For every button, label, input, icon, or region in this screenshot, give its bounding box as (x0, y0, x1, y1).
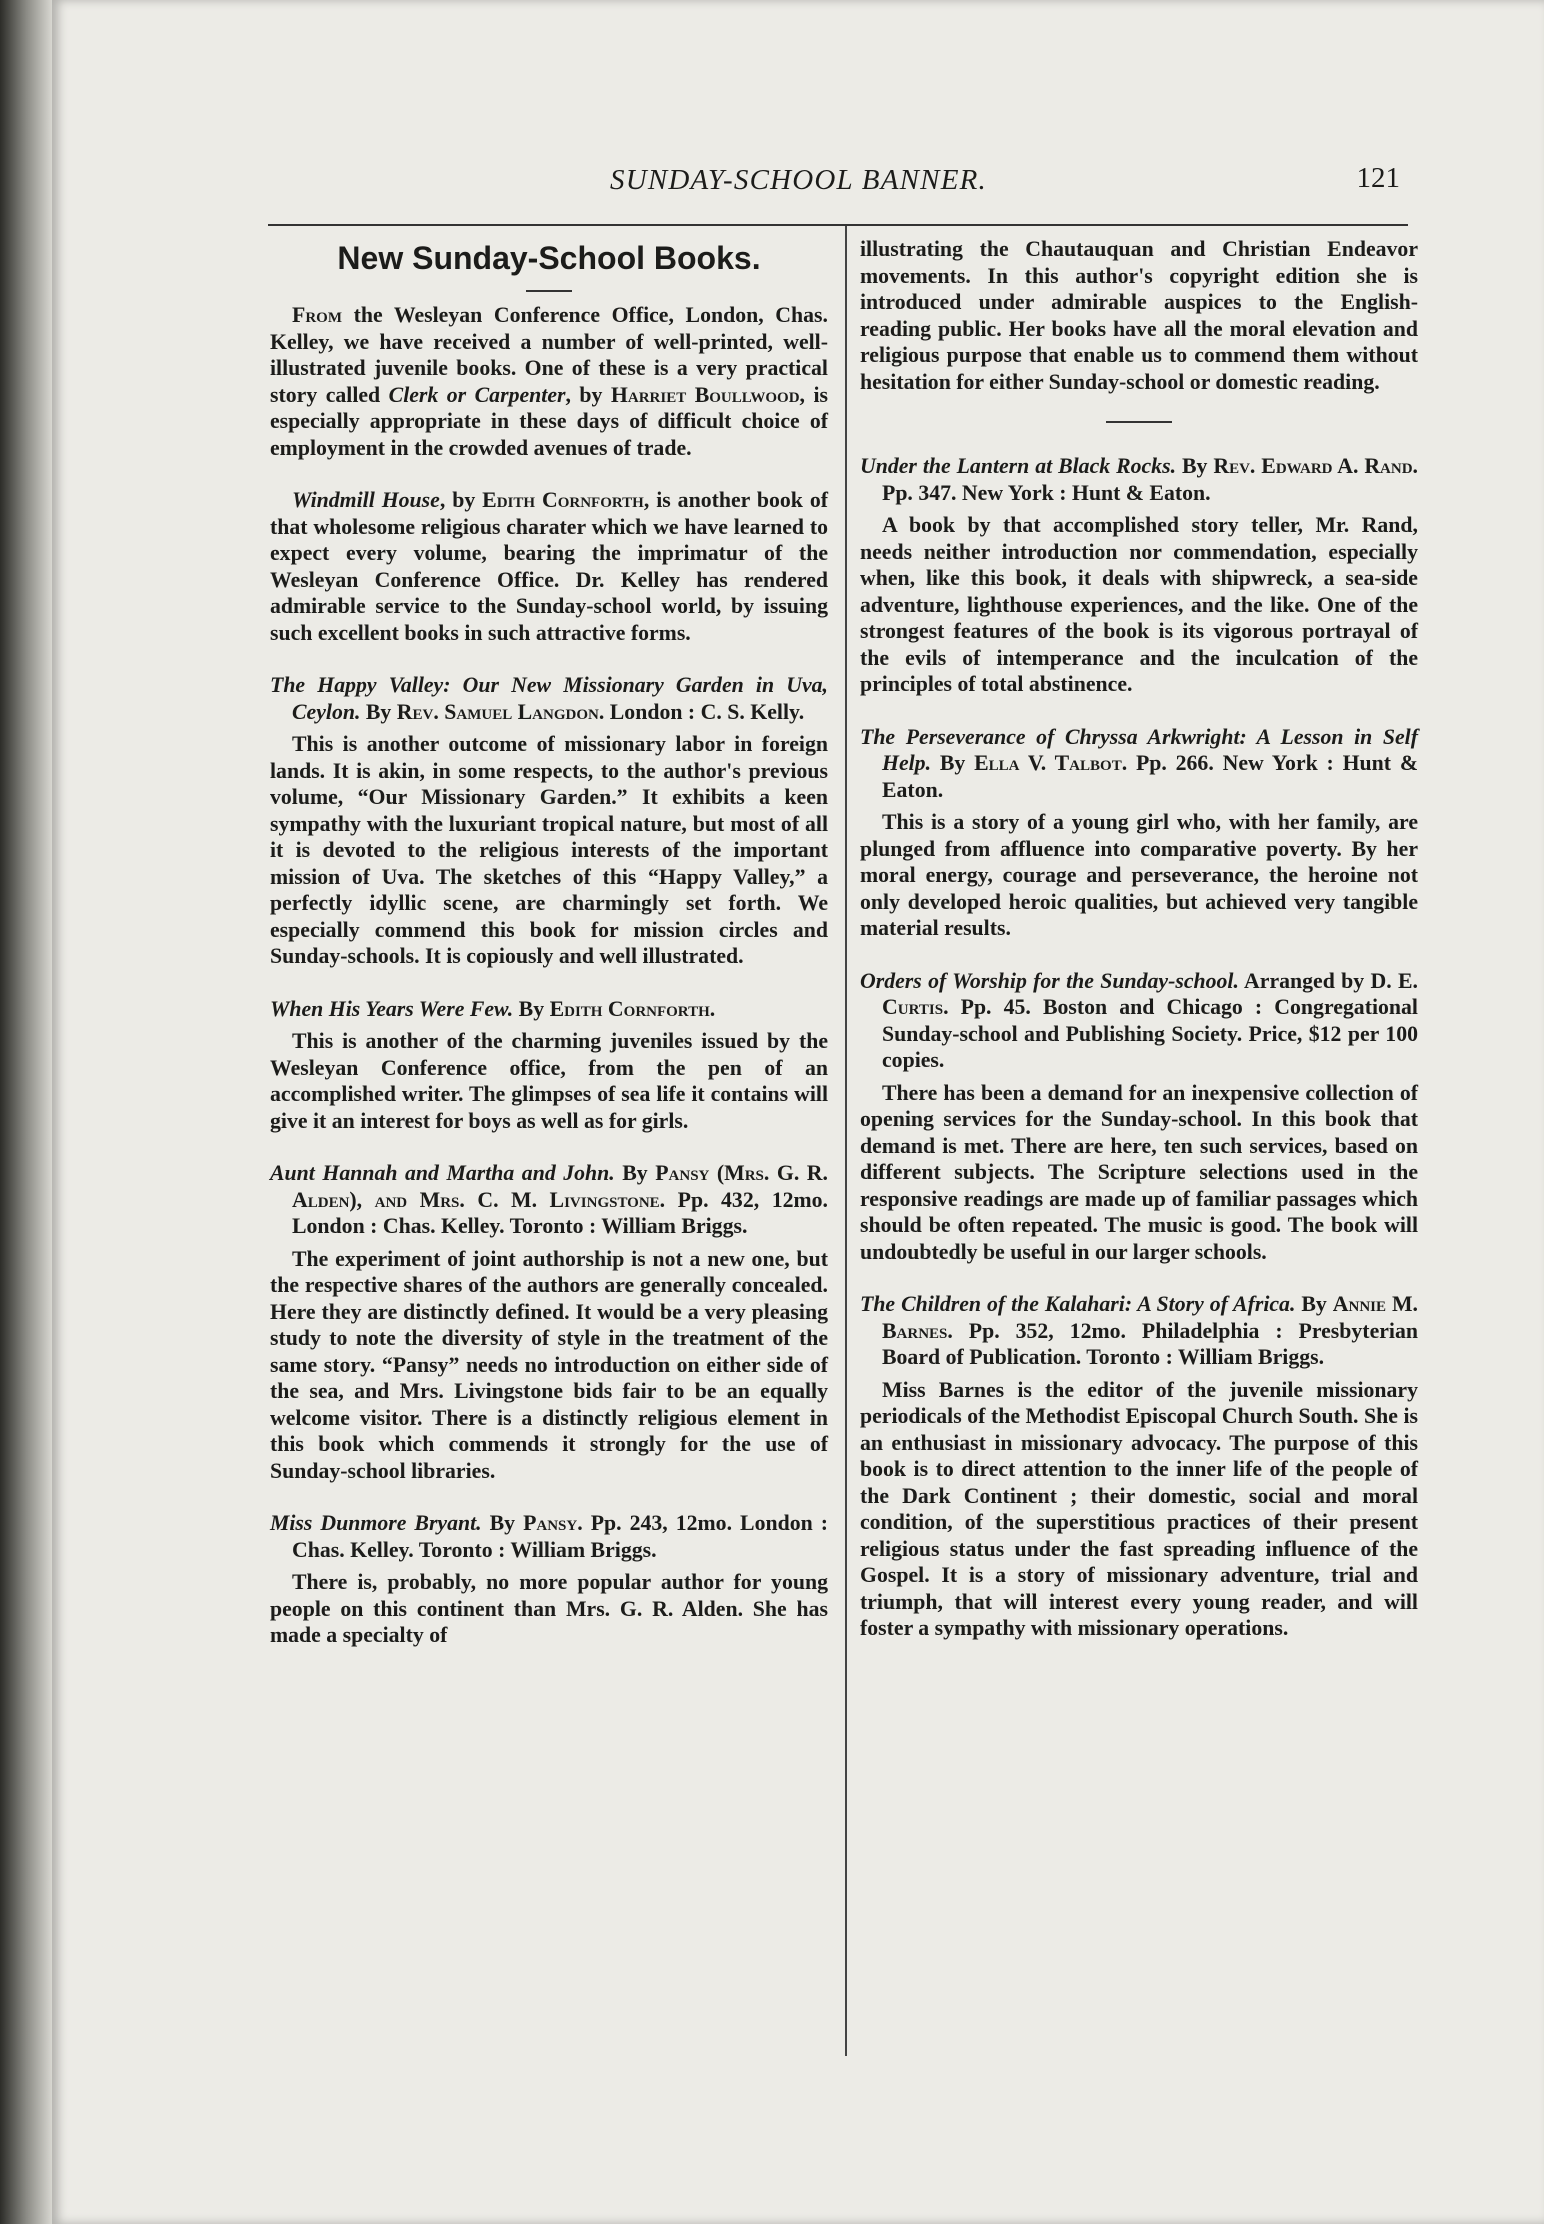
review-by: By (360, 699, 397, 724)
review-author: Pansy. (523, 1511, 583, 1535)
review-author: D. E. Curtis. (882, 968, 1418, 1019)
binding-edge (0, 0, 52, 2224)
review-citation (270, 1510, 828, 1563)
intro-paragraph (270, 302, 828, 461)
page-number: 121 (1356, 162, 1400, 194)
review-citation (860, 1291, 1418, 1371)
review-item (270, 1510, 828, 1649)
windmill-text: , is another book of that wholesome religious charater which we have learned to expect every volume, bearing the imprimatur of the Wesleyan Conference Office. Dr. Kelley has rendered admirable service to the Sunday-school world, by issuing such excellent books in such attractive forms. (270, 488, 828, 645)
review-by: By (1176, 454, 1214, 478)
review-item (270, 672, 828, 970)
review-author: Rev. Samuel Langdon. (396, 699, 605, 724)
header-rule (268, 224, 1408, 226)
review-by: By (481, 1511, 524, 1535)
review-body: There has been a demand for an inexpensive collection of opening services for the Sunday-school. In this book that demand is met. There are here, ten such services, based on different subjects. The Scripture selections used in the responsive readings are made up of familiar passages which should be often repeated. The music is good. The book will undoubtedly be useful in our larger schools. (860, 1080, 1418, 1264)
book-title: Windmill House (292, 488, 440, 512)
right-column (860, 236, 1418, 1642)
running-head (560, 160, 1430, 204)
review-details: London : C. S. Kelly. (604, 699, 805, 724)
review-author: Annie M. Barnes. (882, 1292, 1418, 1343)
review-details: Pp. 432, 12mo. London : Chas. Kelley. Toronto : William Briggs. (292, 1187, 828, 1238)
review-author: Pansy (Mrs. G. R. Alden), and Mrs. C. M. Livingstone. (292, 1161, 828, 1212)
intro-lead: From (292, 303, 342, 327)
windmill-text: , by (439, 488, 483, 512)
review-title: The Perseverance of Chryssa Arkwright: A Lesson in Self Help. (860, 724, 1418, 775)
review-title: The Happy Valley: Our New Missionary Garden in Uva, Ceylon. (270, 673, 828, 724)
heading-rule (526, 290, 572, 292)
review-item (860, 968, 1418, 1266)
section-heading: New Sunday-School Books. (337, 240, 761, 276)
review-citation (270, 996, 828, 1023)
review-body: This is another of the charming juveniles issued by the Wesleyan Conference office, from the pen of an accomplished writer. The glimpses of sea life it contains will give it an interest for boys as well as for girls. (270, 1029, 828, 1133)
review-citation (860, 453, 1418, 506)
windmill-paragraph (270, 487, 828, 646)
review-author: Edith Cornforth. (549, 996, 716, 1021)
review-citation (270, 1160, 828, 1240)
review-item (860, 1291, 1418, 1642)
left-column (270, 236, 828, 1649)
review-item (270, 1160, 828, 1484)
review-details: Pp. 243, 12mo. London : Chas. Kelley. Toronto : William Briggs. (292, 1511, 828, 1562)
intro-text: the Wesleyan Conference Office, London, Chas. Kelley, we have received a number of well-printed, well-illustrated juvenile books. One of these is a very practical story called (270, 303, 828, 407)
review-citation (860, 968, 1418, 1074)
intro-text: , is especially appropriate in these days of difficult choice of employment in the crowded avenues of trade. (270, 382, 829, 460)
review-by: By (614, 1161, 656, 1185)
review-details: Pp. 347. New York : Hunt & Eaton. (882, 480, 1211, 505)
review-title: When His Years Were Few. (270, 996, 514, 1021)
review-citation (270, 672, 828, 725)
review-title: The Children of the Kalahari: A Story of Africa. (860, 1292, 1296, 1316)
review-body: This is another outcome of missionary labor in foreign lands. It is akin, in some respects, to the author's previous volume, “Our Missionary Garden.” It exhibits a keen sympathy with the luxuriant tropical nature, but most of all it is devoted to the religious interests of the important mission of Uva. The sketches of this “Happy Valley,” a perfectly idyllic scene, are charmingly set forth. We especially commend this book for mission circles and Sunday-schools. It is copiously and well illustrated. (270, 732, 828, 968)
running-title: SUNDAY-SCHOOL BANNER. (610, 164, 987, 196)
book-author: Harriet Boullwood (610, 382, 800, 407)
review-body: Miss Barnes is the editor of the juvenile missionary periodicals of the Methodist Episcopal Church South. She is an enthusiast in missionary advocacy. The purpose of this book is to direct attention to the inner life of the people of the Dark Continent ; their domestic, social and moral condition, of the superstitious practices of their present religious status under the fast spreading influence of the Gospel. It is a story of missionary adventure, trial and triumph, that will interest every young reader, and will foster a sympathy with missionary operations. (860, 1377, 1418, 1640)
review-title: Under the Lantern at Black Rocks. (860, 454, 1177, 478)
book-title: Clerk or Carpenter (388, 382, 566, 407)
review-by: Arranged by (1238, 968, 1371, 993)
review-body: There is, probably, no more popular author for young people on this continent than Mrs. G. R. Alden. She has made a specialty of (270, 1570, 828, 1647)
review-by: By (1295, 1292, 1333, 1316)
review-item (860, 724, 1418, 942)
review-body: This is a story of a young girl who, with her family, are plunged from affluence into comparative poverty. By her moral energy, courage and perseverance, the heroine not only developed heroic qualities, but achieved very tangible material results. (860, 810, 1418, 940)
review-citation (860, 724, 1418, 804)
review-by: By (513, 996, 550, 1021)
section-rule (1106, 421, 1172, 423)
review-author: Ella V. Talbot. (974, 751, 1128, 775)
review-by: By (931, 751, 975, 775)
book-author: Edith Cornforth (482, 488, 644, 512)
continuation-paragraph: illustrating the Chautauquan and Christian Endeavor movements. In this author's copyright edition she is introduced under admirable auspices to the English-reading public. Her books have all the moral elevation and religious purpose that enable us to commend them without hesitation for either Sunday-school or domestic reading. (860, 237, 1418, 394)
review-body: The experiment of joint authorship is not a new one, but the respective shares of the authors are generally concealed. Here they are distinctly defined. It would be a very pleasing study to note the diversity of style in the treatment of the same story. “Pansy” needs no introduction on either side of the sea, and Mrs. Livingstone bids fair to be an equally welcome visitor. There is a distinctly religious element in this book which commends it strongly for the use of Sunday-school libraries. (270, 1246, 828, 1483)
review-body: A book by that accomplished story teller, Mr. Rand, needs neither introduction nor commendation, especially when, like this book, it deals with shipwreck, a sea-side adventure, lighthouse experiences, and the like. One of the strongest features of the book is its vigorous portrayal of the evils of intemperance and the inculcation of the principles of total abstinence. (860, 513, 1418, 696)
review-item (270, 996, 828, 1135)
review-details: Pp. 45. Boston and Chicago : Congregational Sunday-school and Publishing Society. Price, $12 per 100 copies. (882, 995, 1418, 1072)
review-title: Miss Dunmore Bryant. (270, 1511, 482, 1535)
review-item (860, 453, 1418, 698)
review-details: Pp. 266. New York : Hunt & Eaton. (882, 751, 1418, 802)
review-title: Orders of Worship for the Sunday-school. (860, 968, 1239, 993)
column-divider (845, 226, 847, 2056)
review-author: Rev. Edward A. Rand. (1213, 454, 1419, 478)
review-details: Pp. 352, 12mo. Philadelphia : Presbyterian Board of Publication. Toronto : William Briggs. (882, 1318, 1418, 1369)
review-title: Aunt Hannah and Martha and John. (270, 1161, 615, 1185)
intro-text: , by (565, 382, 611, 407)
